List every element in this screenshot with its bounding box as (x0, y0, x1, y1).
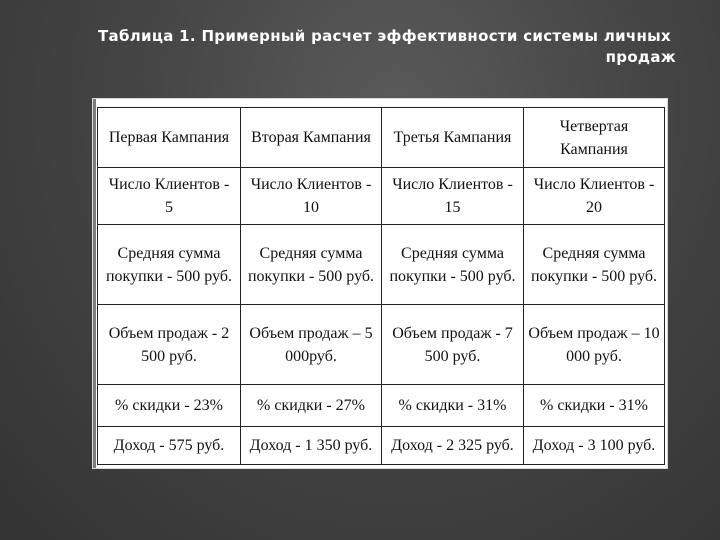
header-cell-campaign-3: Третья Кампания (382, 108, 524, 168)
table-cell: Число Клиентов - 10 (241, 168, 382, 225)
table-row-sales-volume (98, 305, 665, 385)
table-cell: Доход - 1 350 руб. (241, 427, 382, 465)
table-cell: Число Клиентов - 15 (382, 168, 524, 225)
campaign-table-image (93, 99, 667, 468)
slide-title-line-2: продаж (605, 48, 676, 66)
table-cell: Объем продаж – 5 000руб. (241, 305, 382, 385)
table-cell: Средняя сумма покупки - 500 руб. (524, 225, 665, 305)
header-cell-campaign-4: Четвертая Кампания (524, 108, 665, 168)
table-cell: Средняя сумма покупки - 500 руб. (241, 225, 382, 305)
table-cell: Средняя сумма покупки - 500 руб. (382, 225, 524, 305)
table-cell: Доход - 3 100 руб. (524, 427, 665, 465)
table-cell: Число Клиентов - 20 (524, 168, 665, 225)
table-row-discount (98, 385, 665, 427)
slide-title (98, 26, 676, 68)
table-row-average-purchase (98, 225, 665, 305)
table-image-left-edge (93, 99, 96, 468)
table-cell: % скидки - 27% (241, 385, 382, 427)
table-row-clients (98, 168, 665, 225)
table-cell: Число Клиентов - 5 (98, 168, 241, 225)
slide-title-line-1: Таблица 1. Примерный расчет эффективности системы личных (98, 27, 672, 45)
table-cell: % скидки - 31% (524, 385, 665, 427)
header-cell-campaign-1: Первая Кампания (98, 108, 241, 168)
table-cell: Объем продаж - 2 500 руб. (98, 305, 241, 385)
table-row-header (98, 108, 665, 168)
table-cell: % скидки - 23% (98, 385, 241, 427)
campaign-table (97, 107, 665, 465)
table-cell: Доход - 2 325 руб. (382, 427, 524, 465)
table-cell: % скидки - 31% (382, 385, 524, 427)
table-cell: Объем продаж – 10 000 руб. (524, 305, 665, 385)
table-cell: Объем продаж - 7 500 руб. (382, 305, 524, 385)
table-cell: Средняя сумма покупки - 500 руб. (98, 225, 241, 305)
table-cell: Доход - 575 руб. (98, 427, 241, 465)
table-row-income (98, 427, 665, 465)
header-cell-campaign-2: Вторая Кампания (241, 108, 382, 168)
